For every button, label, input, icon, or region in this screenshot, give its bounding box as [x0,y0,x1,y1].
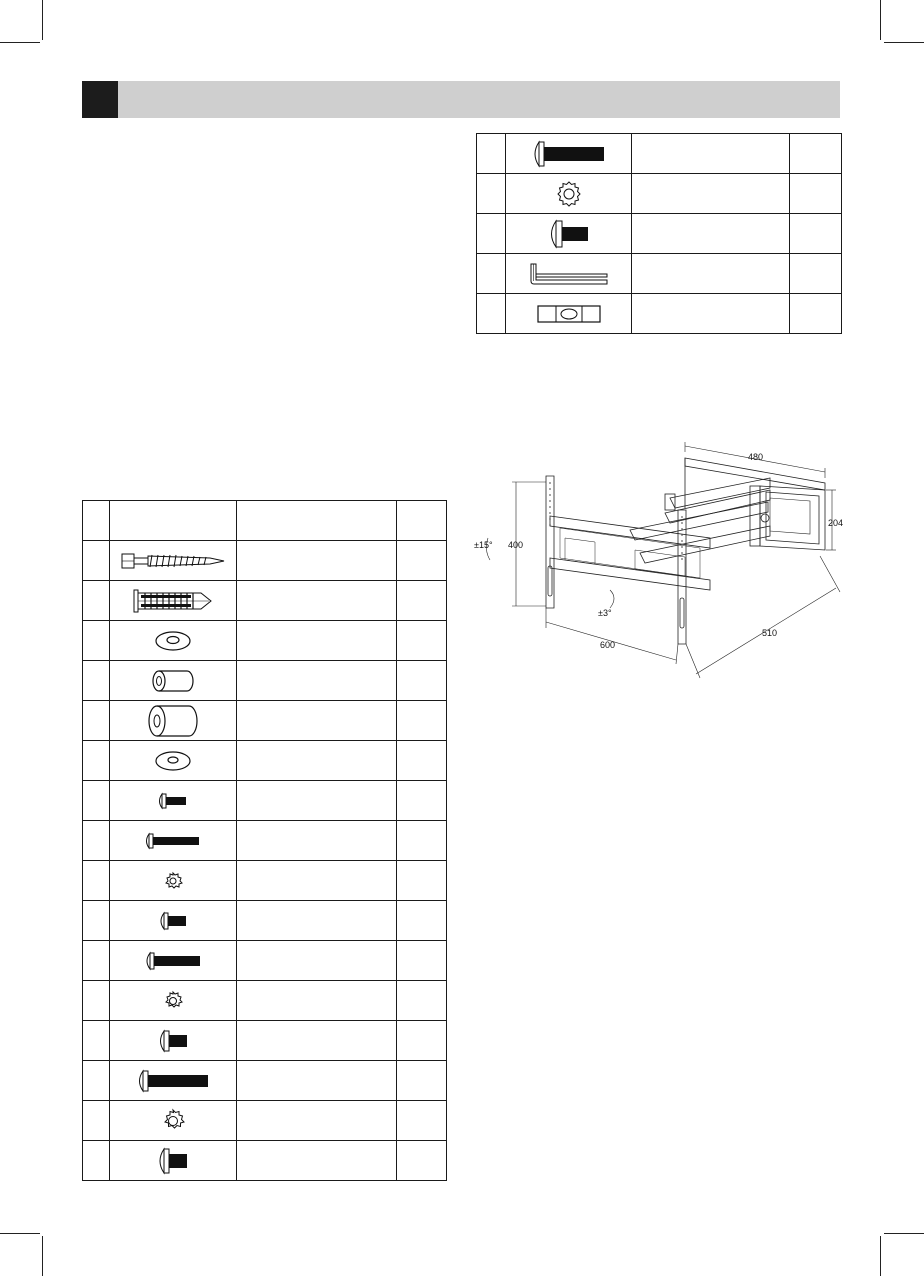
part-desc-cell [237,781,397,821]
part-id-cell [83,741,110,781]
header-cell [397,501,447,541]
part-id-cell [83,901,110,941]
part-desc-cell [237,541,397,581]
crop-mark [0,42,40,43]
table-row [83,821,447,861]
part-id-cell [83,1021,110,1061]
part-icon-cell [110,901,237,941]
dim-depth-label: 204 [828,518,844,528]
part-icon-cell [110,1141,237,1181]
table-row [83,1061,447,1101]
short-screw-icon [155,1029,191,1053]
part-id-cell [83,781,110,821]
part-desc-cell [237,941,397,981]
table-row [83,541,447,581]
wall-anchor-icon [131,588,215,614]
part-icon-cell [110,621,237,661]
parts-table-left [82,500,447,1181]
part-desc-cell [237,621,397,661]
lock-washer-icon [159,1108,187,1134]
part-id-cell [83,1141,110,1181]
part-desc-cell [237,1101,397,1141]
part-qty-cell [790,294,842,334]
table-row [83,861,447,901]
part-icon-cell [110,981,237,1021]
part-desc-cell [632,134,790,174]
lock-washer-icon [161,990,185,1012]
crop-mark [880,0,881,40]
lock-washer-icon [554,180,584,208]
table-row [477,214,842,254]
bubble-level-icon [536,304,602,324]
table-row [477,174,842,214]
part-qty-cell [397,581,447,621]
header-cell [110,501,237,541]
part-qty-cell [790,134,842,174]
part-id-cell [83,1061,110,1101]
part-qty-cell [397,701,447,741]
part-id-cell [83,581,110,621]
part-icon-cell [110,1101,237,1141]
part-qty-cell [397,901,447,941]
large-spacer-icon [147,703,199,739]
lock-washer-icon [162,871,184,891]
part-icon-cell [110,581,237,621]
table-row [83,901,447,941]
part-qty-cell [397,741,447,781]
part-qty-cell [397,1101,447,1141]
table-row [83,701,447,741]
part-id-cell [477,174,506,214]
dim-height-label: 400 [508,540,524,550]
long-screw-icon [529,140,609,168]
allen-key-icon [527,261,611,287]
part-qty-cell [397,981,447,1021]
part-id-cell [83,981,110,1021]
part-id-cell [477,294,506,334]
part-qty-cell [397,1021,447,1061]
table-row [83,621,447,661]
parts-table-right [476,133,842,334]
dim-width-top-label: 480 [748,452,764,462]
crop-mark [884,42,924,43]
part-id-cell [83,941,110,981]
crop-mark [42,1236,43,1276]
part-icon-cell [506,174,632,214]
part-icon-cell [110,781,237,821]
part-qty-cell [397,941,447,981]
part-qty-cell [397,661,447,701]
table-row [477,254,842,294]
part-id-cell [83,661,110,701]
part-qty-cell [397,541,447,581]
table-row [83,1141,447,1181]
part-qty-cell [397,781,447,821]
part-icon-cell [506,254,632,294]
header-cell [83,501,110,541]
table-row [83,981,447,1021]
part-icon-cell [110,1061,237,1101]
header-cell [237,501,397,541]
part-desc-cell [237,701,397,741]
short-screw-icon [154,1147,192,1175]
wall-mount-dimension-diagram [470,438,850,688]
small-spacer-icon [151,667,195,695]
table-row [83,1021,447,1061]
part-qty-cell [397,821,447,861]
part-id-cell [477,254,506,294]
long-screw-icon [143,832,203,850]
part-qty-cell [397,861,447,901]
part-id-cell [83,821,110,861]
section-header-bar [82,81,840,118]
long-screw-icon [134,1069,212,1093]
part-desc-cell [632,254,790,294]
crop-mark [880,1236,881,1276]
table-row [477,134,842,174]
part-id-cell [83,1101,110,1141]
part-icon-cell [506,214,632,254]
part-icon-cell [110,541,237,581]
part-qty-cell [397,621,447,661]
part-icon-cell [110,1021,237,1061]
table-row [477,294,842,334]
part-icon-cell [506,294,632,334]
part-desc-cell [632,174,790,214]
long-screw-icon [142,951,204,971]
table-row [83,1101,447,1141]
part-desc-cell [237,581,397,621]
part-icon-cell [110,661,237,701]
table-row [83,581,447,621]
part-icon-cell [110,741,237,781]
table-row [83,781,447,821]
flat-washer-icon [153,749,193,773]
section-number-block [82,81,118,118]
part-icon-cell [110,941,237,981]
crop-mark [42,0,43,40]
part-id-cell [83,621,110,661]
part-desc-cell [237,901,397,941]
part-desc-cell [237,821,397,861]
part-id-cell [83,861,110,901]
part-id-cell [83,541,110,581]
dim-width-bottom-label: 600 [600,640,616,650]
part-desc-cell [237,661,397,701]
table-row [83,941,447,981]
part-desc-cell [237,1141,397,1181]
short-screw-icon [156,792,190,810]
short-screw-icon [156,911,190,931]
short-screw-icon [545,219,593,249]
part-desc-cell [237,861,397,901]
part-desc-cell [237,1021,397,1061]
part-desc-cell [237,981,397,1021]
part-desc-cell [237,741,397,781]
part-icon-cell [506,134,632,174]
table-row [83,661,447,701]
part-icon-cell [110,821,237,861]
part-icon-cell [110,861,237,901]
part-icon-cell [110,701,237,741]
part-id-cell [477,134,506,174]
part-desc-cell [632,214,790,254]
tilt-angle-label: ±15° [474,540,493,550]
part-qty-cell [790,174,842,214]
lag-bolt-icon [118,549,228,573]
table-row [83,741,447,781]
part-desc-cell [237,1061,397,1101]
part-id-cell [83,701,110,741]
crop-mark [0,1233,40,1234]
table-header-row [83,501,447,541]
swivel-angle-label: ±3° [598,608,612,618]
part-qty-cell [397,1141,447,1181]
flat-washer-icon [153,629,193,653]
part-qty-cell [790,254,842,294]
part-qty-cell [790,214,842,254]
part-id-cell [477,214,506,254]
part-qty-cell [397,1061,447,1101]
part-desc-cell [632,294,790,334]
crop-mark [884,1233,924,1234]
dim-extension-label: 510 [762,628,778,638]
